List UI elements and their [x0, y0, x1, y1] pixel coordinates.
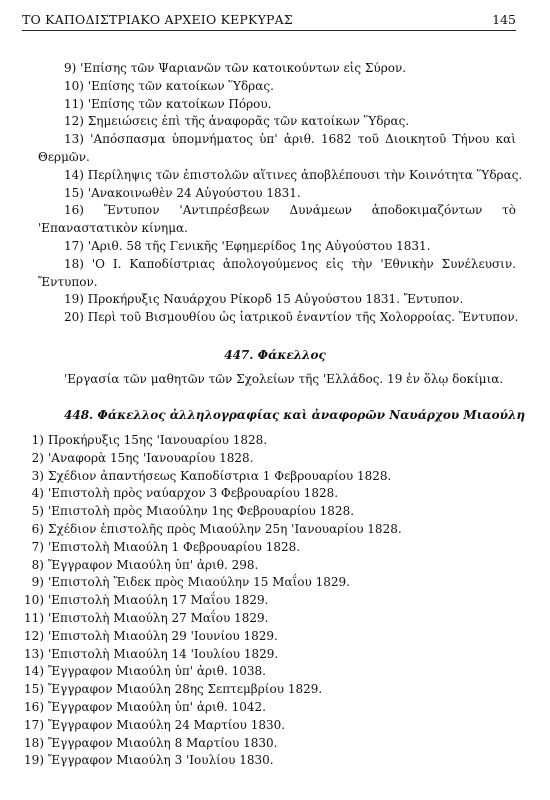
list-item: 14) Περίληψις τῶν ἐπιστολῶν αἵτινες ἀποβλέπουσι τὴν Κοινότητα Ὕδρας.	[64, 167, 523, 182]
page-number: 145	[492, 12, 516, 27]
list-item: 9) 'Επίσης τῶν Ψαριανῶν τῶν κατοικούντων εἰς Σύρον.	[64, 61, 407, 75]
folder-447-description: 'Εργασία τῶν μαθητῶν τῶν Σχολείων τῆς 'Ελλάδος. 19 ἐν ὅλῳ δοκίμια.	[64, 372, 504, 386]
running-title: ΤΟ ΚΑΠΟΔΙΣΤΡΙΑΚΟ ΑΡΧΕΙΟ ΚΕΡΚΥΡΑΣ	[22, 12, 293, 27]
item-text: Σχέδιον ἀπαντήσεως Καποδίστρια 1 Φεβρουαρίου 1828.	[48, 468, 392, 483]
item-number: 14)	[24, 664, 44, 679]
item-text: Ἔγγραφον Μιαούλη ὑπ' ἀριθ. 298.	[48, 557, 259, 572]
item-number: 11)	[24, 610, 44, 625]
folder-448-items	[0, 432, 550, 770]
item-text: 'Επιστολὴ πρὸς Μιαούλην 1ης Φεβρουαρίου 1828.	[48, 504, 355, 519]
list-item: 17) 'Αριθ. 58 τῆς Γενικῆς 'Εφημερίδος 1ης Αὐγούστου 1831.	[64, 238, 431, 253]
item-text: Ἔγγραφον Μιαούλη 8 Μαρτίου 1830.	[48, 735, 278, 750]
list-item	[0, 628, 550, 646]
item-text: 'Αναφορὰ 15ης 'Ιανουαρίου 1828.	[48, 450, 254, 465]
list-item: 13) 'Απόσπασμα ὑπομνήματος ὑπ' ἀριθ. 1682 τοῦ Διοικητοῦ Τήνου καὶ Θερμῶν.	[38, 132, 516, 164]
item-number: 6)	[31, 521, 44, 536]
running-head	[22, 12, 516, 31]
item-number: 2)	[31, 450, 44, 465]
item-text: Ἔγγραφον Μιαούλη ὑπ' ἀριθ. 1042.	[48, 699, 266, 714]
list-item	[0, 450, 550, 468]
item-number: 18)	[24, 735, 44, 750]
list-item: 16) Ἔντυπον 'Αντιπρέσβεων Δυνάμεων ἀποδοκιμαζόντων τὸ 'Επαναστατικὸν κίνημα.	[38, 203, 516, 236]
list-item	[0, 539, 550, 557]
list-item	[0, 557, 550, 575]
folder-447-heading: 447. Φάκελλος	[224, 348, 326, 362]
item-number: 1)	[31, 433, 44, 447]
item-text: 'Επιστολὴ Μιαούλη 14 'Ιουλίου 1829.	[48, 646, 279, 661]
item-text: Προκήρυξις 15ης 'Ιανουαρίου 1828.	[48, 433, 268, 447]
item-text: Σχέδιον ἐπιστολῆς πρὸς Μιαούλην 25η 'Ιανουαρίου 1828.	[48, 521, 402, 536]
list-item: 10) 'Επίσης τῶν κατοίκων Ὕδρας.	[64, 78, 274, 93]
list-item	[0, 735, 550, 753]
list-item	[0, 521, 550, 539]
item-number: 4)	[31, 486, 44, 501]
list-item	[0, 574, 550, 592]
folder-446-items	[0, 60, 550, 327]
list-item	[0, 503, 550, 521]
list-item	[0, 592, 550, 610]
list-item	[0, 752, 550, 770]
list-item	[0, 699, 550, 717]
list-item	[0, 663, 550, 681]
list-item	[0, 717, 550, 735]
item-text: 'Επιστολὴ Μιαούλη 1 Φεβρουαρίου 1828.	[48, 539, 301, 554]
list-item	[0, 485, 550, 503]
item-number: 10)	[24, 593, 44, 608]
item-number: 8)	[31, 557, 44, 572]
list-item: 18) 'Ο Ι. Καποδίστριας ἀπολογούμενος εἰς τὴν 'Εθνικὴν Συνέλευσιν. Ἔντυπον.	[38, 256, 516, 289]
item-number: 3)	[31, 468, 44, 483]
list-item: 20) Περὶ τοῦ Βισμουθίου ὡς ἰατρικοῦ ἐναντίον τῆς Χολορροίας. Ἔντυπον.	[64, 310, 519, 325]
item-text: 'Επιστολὴ Μιαούλη 29 'Ιουνίου 1829.	[48, 628, 278, 643]
item-number: 17)	[24, 717, 44, 732]
item-text: Ἔγγραφον Μιαούλη 24 Μαρτίου 1830.	[48, 717, 286, 732]
item-text: Ἔγγραφον Μιαούλη ὑπ' ἀριθ. 1038.	[48, 664, 266, 679]
folder-448-heading: 448. Φάκελλος ἀλληλογραφίας καὶ ἀναφορῶν Ναυάρχου Μιαούλη	[64, 408, 526, 422]
list-item: 19) Προκήρυξις Ναυάρχου Ρίκορδ 15 Αὐγούστου 1831. Ἔντυπον.	[64, 292, 464, 307]
item-number: 19)	[24, 753, 44, 768]
item-number: 5)	[31, 504, 44, 519]
list-item: 12) Σημειώσεις ἐπὶ τῆς ἀναφορᾶς τῶν κατοίκων Ὕδρας.	[64, 114, 410, 129]
item-text: Ἔγγραφον Μιαούλη 3 'Ιουλίου 1830.	[48, 753, 274, 768]
list-item: 11) 'Επίσης τῶν κατοίκων Πόρου.	[64, 96, 272, 111]
list-item	[0, 646, 550, 664]
item-number: 16)	[24, 699, 44, 714]
list-item	[0, 468, 550, 486]
list-item	[0, 610, 550, 628]
item-text: 'Επιστολὴ Ἔιδεκ πρὸς Μιαούλην 15 Μαΐου 1829.	[48, 575, 350, 590]
list-item	[0, 432, 550, 450]
item-text: 'Επιστολὴ Μιαούλη 27 Μαΐου 1829.	[48, 610, 269, 625]
item-text: 'Επιστολὴ πρὸς ναύαρχον 3 Φεβρουαρίου 1828.	[48, 486, 339, 501]
item-number: 15)	[24, 682, 44, 697]
list-item	[0, 681, 550, 699]
item-number: 12)	[24, 628, 44, 643]
item-text: 'Επιστολὴ Μιαούλη 17 Μαΐου 1829.	[48, 593, 269, 608]
list-item: 15) 'Ανακοινωθὲν 24 Αὐγούστου 1831.	[64, 185, 301, 200]
item-number: 7)	[31, 539, 44, 554]
item-text: Ἔγγραφον Μιαούλη 28ης Σεπτεμβρίου 1829.	[48, 682, 323, 697]
item-number: 13)	[24, 646, 44, 661]
item-number: 9)	[31, 575, 44, 590]
